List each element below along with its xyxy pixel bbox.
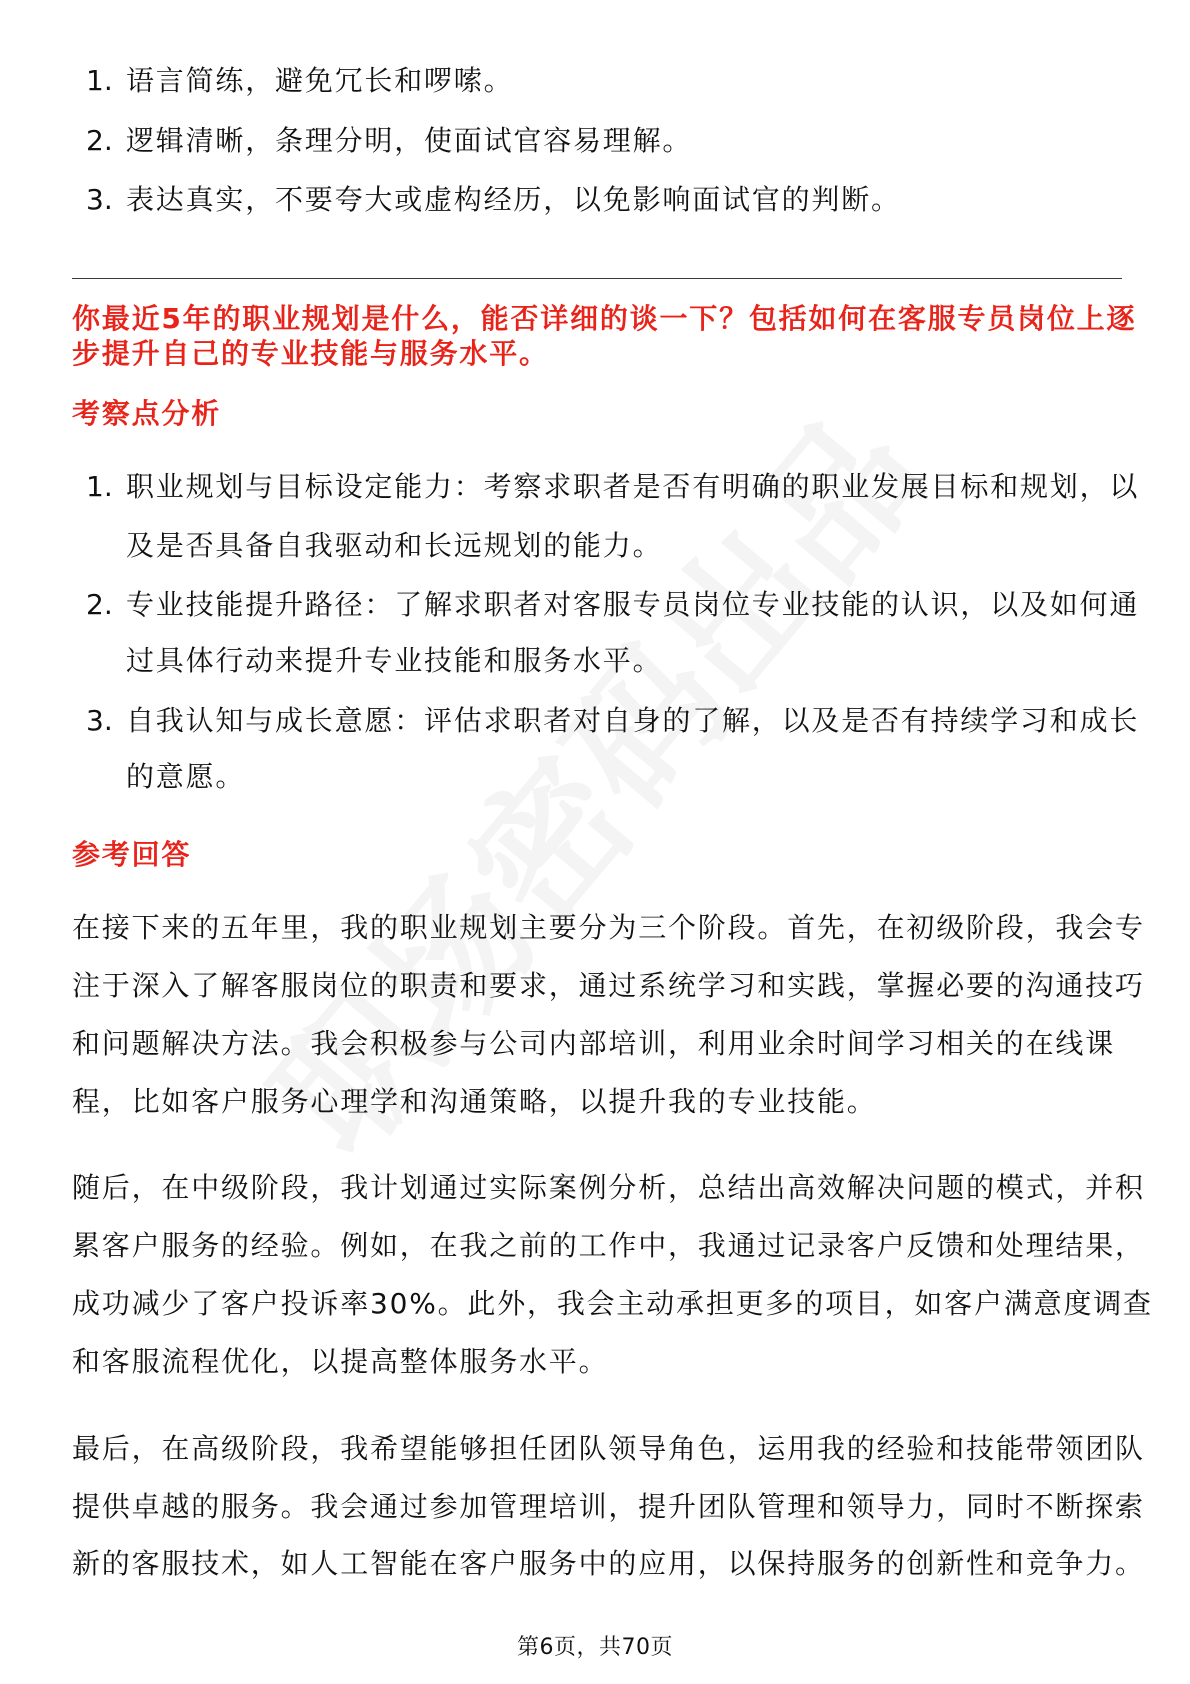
answer-heading: 参考回答 <box>72 838 192 871</box>
question-line: 步提升自己的专业技能与服务水平。 <box>72 337 549 370</box>
paragraph-line: 程，比如客户服务心理学和沟通策略，以提升我的专业技能。 <box>72 1085 877 1118</box>
section-divider <box>72 278 1122 279</box>
list-item-text: 自我认知与成长意愿：评估求职者对自身的了解，以及是否有持续学习和成长 <box>126 704 1140 737</box>
list-item-number: 3. <box>86 183 113 216</box>
paragraph-line: 注于深入了解客服岗位的职责和要求，通过系统学习和实践，掌握必要的沟通技巧 <box>72 969 1145 1002</box>
list-item-text: 职业规划与目标设定能力：考察求职者是否有明确的职业发展目标和规划，以 <box>126 470 1140 503</box>
list-item-number: 2. <box>86 124 113 157</box>
paragraph-line: 和问题解决方法。我会积极参与公司内部培训，利用业余时间学习相关的在线课 <box>72 1027 1116 1060</box>
list-item-text: 语言简练，避免冗长和啰嗦。 <box>126 64 514 97</box>
paragraph-line: 成功减少了客户投诉率30%。此外，我会主动承担更多的项目，如客户满意度调查 <box>72 1287 1153 1320</box>
paragraph-line: 新的客服技术，如人工智能在客户服务中的应用，以保持服务的创新性和竞争力。 <box>72 1547 1145 1580</box>
list-item-text: 专业技能提升路径：了解求职者对客服专员岗位专业技能的认识，以及如何通 <box>126 588 1140 621</box>
paragraph-line: 随后，在中级阶段，我计划通过实际案例分析，总结出高效解决问题的模式，并积 <box>72 1171 1145 1204</box>
list-item-text: 逻辑清晰，条理分明，使面试官容易理解。 <box>126 124 693 157</box>
list-item-number: 3. <box>86 704 113 737</box>
paragraph-line: 和客服流程优化，以提高整体服务水平。 <box>72 1345 609 1378</box>
list-item-number: 1. <box>86 64 113 97</box>
paragraph-line: 在接下来的五年里，我的职业规划主要分为三个阶段。首先，在初级阶段，我会专 <box>72 911 1145 944</box>
paragraph-line: 提供卓越的服务。我会通过参加管理培训，提升团队管理和领导力，同时不断探索 <box>72 1490 1145 1523</box>
list-item-text: 的意愿。 <box>126 760 246 793</box>
paragraph-line: 累客户服务的经验。例如，在我之前的工作中，我通过记录客户反馈和处理结果， <box>72 1229 1145 1262</box>
analysis-heading: 考察点分析 <box>72 397 222 430</box>
paragraph-line: 最后，在高级阶段，我希望能够担任团队领导角色，运用我的经验和技能带领团队 <box>72 1432 1145 1465</box>
list-item-number: 1. <box>86 470 113 503</box>
page-number: 第6页，共70页 <box>517 1635 673 1660</box>
question-line: 你最近5年的职业规划是什么，能否详细的谈一下？包括如何在客服专员岗位上逐 <box>72 302 1137 335</box>
list-item-text: 及是否具备自我驱动和长远规划的能力。 <box>126 529 663 562</box>
list-item-number: 2. <box>86 588 113 621</box>
list-item-text: 过具体行动来提升专业技能和服务水平。 <box>126 644 663 677</box>
list-item-text: 表达真实，不要夸大或虚构经历，以免影响面试官的判断。 <box>126 183 901 216</box>
